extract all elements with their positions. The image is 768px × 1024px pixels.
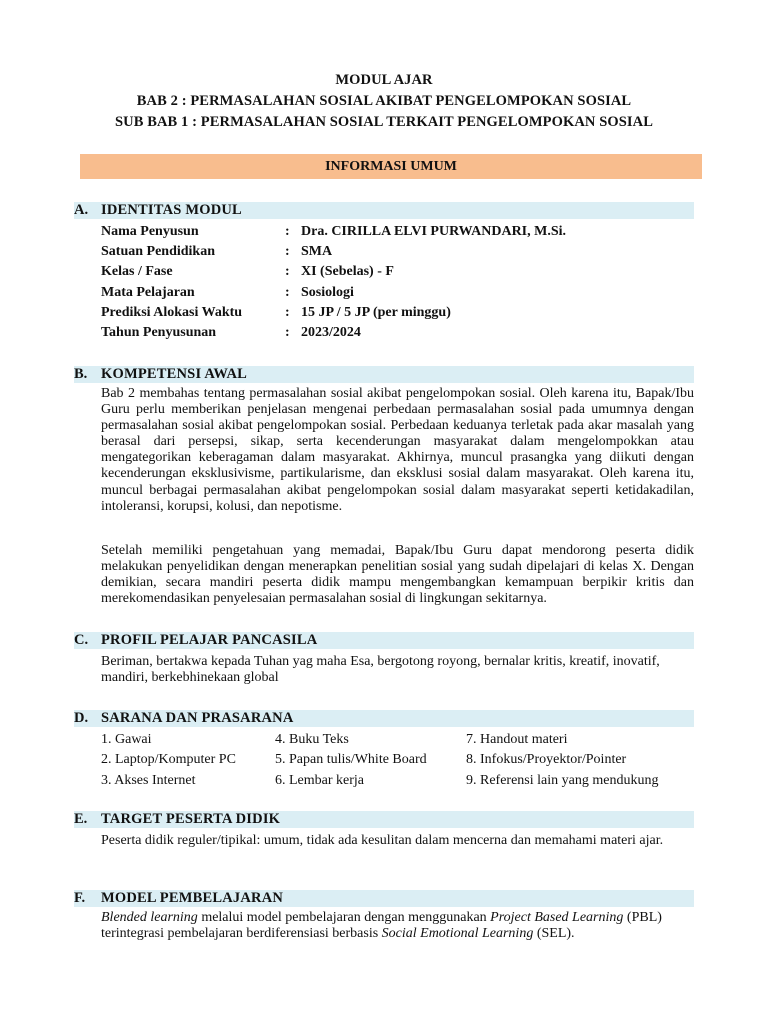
section-letter: A. [74,202,89,218]
identitas-row [101,323,701,343]
identitas-label: Tahun Penyusunan [101,325,217,340]
identitas-value: Dra. CIRILLA ELVI PURWANDARI, M.Si. [301,224,567,239]
header-title: MODUL AJAR [335,72,433,88]
identitas-value: 15 JP / 5 JP (per minggu) [301,305,451,320]
identitas-colon: : [285,285,290,300]
section-b-heading [74,366,694,383]
identitas-row [101,242,701,262]
identitas-value: Sosiologi [301,285,354,300]
sarana-item: 8. Infokus/Proyektor/Pointer [466,752,627,767]
identitas-colon: : [285,305,290,320]
section-title: IDENTITAS MODUL [101,202,242,218]
identitas-value: XI (Sebelas) - F [301,264,394,279]
model-italic-1: Blended learning [101,910,198,925]
sarana-item: 4. Buku Teks [275,732,349,747]
section-c-heading [74,632,694,649]
model-italic-2: Project Based Learning [490,910,624,925]
sarana-item: 6. Lembar kerja [275,773,365,788]
section-title: KOMPETENSI AWAL [101,366,248,382]
section-title: PROFIL PELAJAR PANCASILA [101,632,318,648]
section-a-heading [74,202,694,219]
sarana-item: 2. Laptop/Komputer PC [101,752,236,767]
profil-text: Beriman, bertakwa kepada Tuhan yag maha Esa, bergotong royong, bernalar kritis, kreatif, inovatif, mandiri, berkebhinekaan global [101,654,660,686]
identitas-colon: : [285,264,290,279]
sarana-item: 3. Akses Internet [101,773,196,788]
section-letter: C. [74,632,89,648]
identitas-colon: : [285,325,290,340]
model-text-1: melalui model pembelajaran dengan menggunakan [197,910,491,925]
identitas-row [101,303,701,323]
info-umum-banner: INFORMASI UMUM [80,154,702,179]
header-subchapter: SUB BAB 1 : PERMASALAHAN SOSIAL TERKAIT PENGELOMPOKAN SOSIAL [114,114,654,130]
target-text: Peserta didik reguler/tipikal: umum, tidak ada kesulitan dalam mencerna dan memahami materi ajar. [101,833,664,848]
section-e-heading [74,811,694,828]
identitas-value: 2023/2024 [301,325,361,340]
document-header [0,70,768,133]
identitas-colon: : [285,224,290,239]
identitas-label: Kelas / Fase [101,264,173,279]
kompetensi-paragraph-1: Bab 2 membahas tentang permasalahan sosial akibat pengelompokan sosial. Oleh karena itu, Bapak/Ibu Guru perlu memberikan penjelasan mengenai perbedaan permasalahan sosial pada umumnya dengan permasalahan sosial akibat pengelompokan sosial. Perbedaan keduanya terletak pada akar masalah yang berasal dari persepsi, sikap, serta kecenderungan masyarakat dalam mengelompokkan atau mengategorikan keberagaman dalam masyarakat. Akhirnya, muncul prasangka yang diikuti dengan kecenderungan eksklusivisme, partikularisme, dan eksklusi sosial dalam masyarakat. Oleh karena itu, muncul berbagai permasalahan akibat pengelompokan sosial dalam masyarakat seperti ketidakadilan, intoleransi, korupsi, kolusi, dan nepotisme. [101,386,694,514]
sarana-item: 9. Referensi lain yang mendukung [466,773,659,788]
section-title: TARGET PESERTA DIDIK [101,811,281,827]
kompetensi-paragraph-2: Setelah memiliki pengetahuan yang memadai, Bapak/Ibu Guru dapat mendorong peserta didik melakukan penyelidikan dengan menerapkan penelitian sosial yang sudah dipelajari di kelas X. Dengan demikian, secara mandiri peserta didik mampu mengembangkan kemampuan berpikir kritis dan merekomendasikan penyelesaian permasalahan sosial di lingkungan sekitarnya. [101,543,694,607]
section-letter: F. [74,890,86,906]
model-text-2: (PBL) terintegrasi pembelajaran berdiferensiasi berbasis [101,910,662,942]
identitas-label: Nama Penyusun [101,224,199,239]
identitas-row [101,262,701,282]
section-f-heading [74,890,694,907]
sarana-item: 1. Gawai [101,732,152,747]
identitas-value: SMA [301,244,333,259]
identitas-row [101,222,701,242]
identitas-label: Mata Pelajaran [101,285,195,300]
header-chapter: BAB 2 : PERMASALAHAN SOSIAL AKIBAT PENGELOMPOKAN SOSIAL [136,93,632,109]
section-letter: B. [74,366,88,382]
model-text [101,910,694,942]
identitas-label: Prediksi Alokasi Waktu [101,305,243,320]
section-letter: E. [74,811,88,827]
section-title: MODEL PEMBELAJARAN [101,890,284,906]
sarana-item: 7. Handout materi [466,732,568,747]
sarana-item: 5. Papan tulis/White Board [275,752,427,767]
section-d-heading [74,710,694,727]
model-text-3: (SEL). [533,926,575,942]
identitas-row [101,283,701,303]
model-italic-3: Social Emotional Learning [381,926,534,942]
identitas-colon: : [285,244,290,259]
section-title: SARANA DAN PRASARANA [101,710,294,726]
section-letter: D. [74,710,89,726]
identitas-label: Satuan Pendidikan [101,244,215,259]
